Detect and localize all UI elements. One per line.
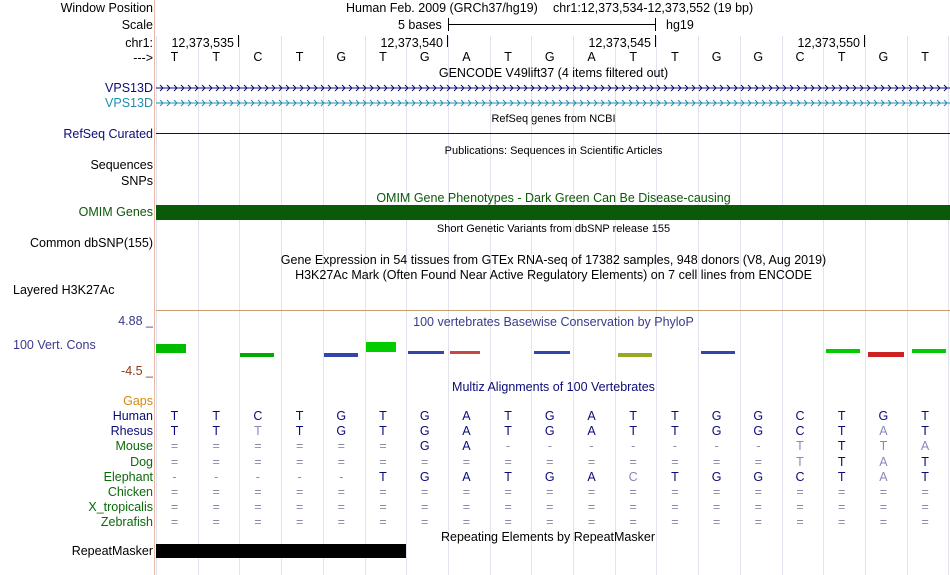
conservation-mark	[240, 353, 274, 357]
alignment-base: =	[212, 500, 220, 515]
alignment-base: C	[795, 469, 805, 484]
window-position-value[interactable]: chr1:12,373,534-12,373,552 (19 bp)	[553, 1, 754, 15]
alignment-base: =	[504, 500, 512, 515]
alignment-base: =	[796, 515, 804, 530]
alignment-base: =	[212, 439, 220, 454]
alignment-base: =	[587, 485, 596, 499]
alignment-base: =	[254, 454, 262, 469]
alignment-base: =	[838, 500, 846, 515]
base-letter: A	[587, 50, 596, 64]
alignment-base: -	[255, 469, 260, 484]
base-letter: T	[671, 50, 679, 64]
conservation-mark	[534, 351, 570, 354]
alignment-base: =	[796, 485, 804, 499]
alignment-base: =	[212, 454, 220, 469]
gtex-track-title[interactable]: Gene Expression in 54 tissues from GTEx RNA-seq of 17382 samples, 948 donors (V8, Aug 2019)	[280, 253, 827, 267]
species-label[interactable]: Mouse	[115, 439, 153, 454]
alignment-base: =	[629, 500, 637, 515]
alignment-base: -	[672, 439, 677, 454]
species-label[interactable]: X_tropicalis	[88, 500, 153, 515]
alignment-base: T	[379, 409, 387, 423]
alignment-base: =	[462, 485, 471, 499]
alignment-base: -	[214, 469, 219, 484]
ruler-coordinate: 12,373,535	[171, 36, 234, 50]
base-letter: C	[795, 50, 805, 64]
alignment-base: -	[756, 439, 761, 454]
scale-bar-left-cap	[448, 18, 449, 31]
repeatmasker-label[interactable]: RepeatMasker	[71, 544, 153, 558]
alignment-base: =	[671, 515, 679, 530]
species-label[interactable]: Chicken	[107, 485, 153, 499]
scale-text: 5 bases	[398, 18, 442, 32]
alignment-base: A	[879, 454, 888, 469]
base-letter: T	[629, 50, 637, 64]
alignment-base: T	[170, 409, 179, 423]
alignment-base: T	[504, 469, 512, 484]
scale-db: hg19	[666, 18, 694, 32]
alignment-base: T	[504, 409, 512, 423]
alignment-base: =	[838, 515, 846, 530]
scale-bar	[448, 24, 656, 25]
alignment-base: G	[419, 439, 430, 454]
sequences-label[interactable]: Sequences	[90, 158, 153, 172]
alignment-base: =	[712, 515, 721, 530]
ruler-coordinate: 12,373,545	[588, 36, 651, 50]
alignment-base: =	[379, 439, 387, 454]
omim-feature[interactable]	[156, 205, 950, 220]
base-letter: T	[295, 50, 304, 64]
alignment-base: =	[337, 515, 345, 530]
alignment-base: G	[544, 469, 555, 484]
base-letter: T	[379, 50, 387, 64]
alignment-base: T	[837, 454, 846, 469]
multiz-track-title[interactable]: Multiz Alignments of 100 Vertebrates	[452, 380, 655, 394]
conservation-mark	[324, 353, 358, 357]
alignment-base: T	[671, 409, 679, 423]
alignment-base: C	[628, 469, 638, 484]
chrom-label: chr1:	[125, 36, 153, 50]
alignment-base: -	[506, 439, 511, 454]
alignment-base: =	[295, 439, 304, 454]
alignment-base: A	[879, 424, 888, 439]
omim-track-title[interactable]: OMIM Gene Phenotypes - Dark Green Can Be Disease-causing	[376, 191, 731, 205]
base-letter: G	[878, 50, 889, 64]
alignment-base: =	[421, 500, 429, 515]
alignment-base: -	[631, 439, 636, 454]
refseq-label[interactable]: RefSeq Curated	[63, 127, 153, 141]
alignment-base: G	[419, 469, 430, 484]
base-letter: G	[336, 50, 347, 64]
conservation-mark	[912, 349, 946, 353]
alignment-base: =	[170, 485, 179, 499]
alignment-base: A	[587, 469, 596, 484]
alignment-base: =	[754, 500, 762, 515]
alignment-base: -	[297, 469, 302, 484]
base-letter: A	[462, 50, 471, 64]
base-letter: T	[212, 50, 220, 64]
conservation-mark	[408, 351, 444, 354]
alignment-base: A	[920, 439, 930, 454]
alignment-base: =	[295, 515, 304, 530]
alignment-base: =	[295, 485, 304, 499]
gene-label-vps13d-1[interactable]: VPS13D	[105, 81, 153, 95]
species-label[interactable]: Rhesus	[110, 424, 153, 439]
alignment-base: =	[254, 485, 262, 499]
alignment-base: =	[671, 485, 679, 499]
base-letter: T	[837, 50, 846, 64]
alignment-base: -	[547, 439, 552, 454]
alignment-base: A	[462, 439, 471, 454]
h3k27ac-baseline	[156, 310, 950, 311]
alignment-base: T	[254, 424, 262, 439]
alignment-base: G	[419, 424, 430, 439]
window-position-label: Window Position	[60, 1, 153, 15]
alignment-base: G	[711, 424, 722, 439]
ruler-coordinate: 12,373,540	[380, 36, 443, 50]
alignment-base: A	[587, 409, 596, 423]
alignment-base: T	[504, 424, 512, 439]
repeatmasker-track-title[interactable]: Repeating Elements by RepeatMasker	[441, 530, 656, 544]
alignment-base: =	[546, 485, 554, 499]
base-letter: G	[753, 50, 764, 64]
alignment-base: A	[462, 409, 471, 423]
conservation-mark	[618, 353, 652, 357]
conservation-mark	[450, 351, 480, 354]
alignment-base: -	[589, 439, 594, 454]
alignment-base: =	[629, 454, 637, 469]
alignment-base: T	[295, 409, 304, 423]
omim-label[interactable]: OMIM Genes	[78, 205, 153, 219]
alignment-base: T	[796, 439, 804, 454]
alignment-base: =	[796, 500, 804, 515]
alignment-base: T	[629, 409, 637, 423]
alignment-base: T	[921, 469, 929, 484]
alignment-base: T	[212, 409, 220, 423]
alignment-base: T	[837, 409, 846, 423]
conservation-mark	[701, 351, 735, 354]
alignment-base: =	[629, 515, 637, 530]
conservation-mark	[868, 352, 904, 357]
alignment-base: A	[462, 424, 471, 439]
alignment-base: C	[795, 409, 805, 423]
alignment-base: -	[339, 469, 344, 484]
alignment-base: T	[671, 469, 679, 484]
alignment-base: =	[254, 439, 262, 454]
alignment-base: =	[421, 454, 429, 469]
dbsnp-label[interactable]: Common dbSNP(155)	[30, 236, 153, 250]
alignment-base: =	[587, 515, 596, 530]
species-label[interactable]: Human	[112, 409, 153, 423]
alignment-base: =	[671, 500, 679, 515]
alignment-base: T	[837, 424, 846, 439]
alignment-base: =	[879, 485, 888, 499]
alignment-base: =	[337, 454, 345, 469]
alignment-base: T	[379, 424, 387, 439]
alignment-base: A	[879, 469, 888, 484]
gene-vps13d-2[interactable]	[156, 97, 950, 109]
alignment-base: A	[587, 424, 596, 439]
alignment-base: G	[419, 409, 430, 423]
snps-label[interactable]: SNPs	[121, 174, 153, 188]
alignment-base: =	[379, 515, 387, 530]
alignment-base: G	[711, 409, 722, 423]
cons-max-label: 4.88 _	[118, 314, 153, 328]
alignment-base: T	[837, 439, 846, 454]
refseq-feature[interactable]	[156, 133, 950, 134]
alignment-base: =	[712, 500, 721, 515]
alignment-base: =	[170, 439, 179, 454]
ruler-tick	[655, 35, 656, 47]
gene-vps13d-1[interactable]	[156, 82, 950, 94]
alignment-base: =	[212, 515, 220, 530]
alignment-base: =	[629, 485, 637, 499]
alignment-base: T	[837, 469, 846, 484]
alignment-base: T	[796, 454, 804, 469]
alignment-base: =	[712, 454, 721, 469]
assembly-name[interactable]: Human Feb. 2009 (GRCh37/hg19)	[346, 1, 538, 15]
alignment-base: =	[379, 454, 387, 469]
base-letter: C	[253, 50, 263, 64]
base-letter: T	[170, 50, 179, 64]
alignment-base: =	[754, 485, 762, 499]
alignment-base: =	[587, 454, 596, 469]
alignment-base: =	[504, 515, 512, 530]
alignment-base: =	[546, 454, 554, 469]
alignment-base: =	[546, 515, 554, 530]
base-letter: T	[921, 50, 929, 64]
alignment-base: =	[170, 454, 179, 469]
repeatmasker-feature[interactable]	[156, 544, 406, 558]
alignment-base: T	[879, 439, 888, 454]
alignment-base: =	[504, 454, 512, 469]
alignment-base: G	[544, 409, 555, 423]
alignment-base: =	[921, 485, 929, 499]
ruler-coordinate: 12,373,550	[797, 36, 860, 50]
conservation-mark	[366, 342, 396, 352]
alignment-base: T	[170, 424, 179, 439]
alignment-base: =	[879, 515, 888, 530]
alignment-base: =	[212, 485, 220, 499]
alignment-base: =	[921, 500, 929, 515]
alignment-base: A	[462, 469, 471, 484]
alignment-base: =	[838, 485, 846, 499]
alignment-base: =	[421, 515, 429, 530]
dbsnp-track-title[interactable]: Short Genetic Variants from dbSNP release 155	[436, 223, 671, 235]
alignment-base: C	[253, 409, 263, 423]
alignment-base: T	[629, 424, 637, 439]
species-label[interactable]: Zebrafish	[100, 515, 153, 530]
alignment-base: =	[254, 500, 262, 515]
alignment-base: =	[379, 485, 387, 499]
alignment-base: =	[379, 500, 387, 515]
h3k27ac-label[interactable]: Layered H3K27Ac	[13, 283, 115, 297]
alignment-base: G	[544, 424, 555, 439]
alignment-base: =	[754, 454, 762, 469]
alignment-base: =	[671, 454, 679, 469]
alignment-base: T	[295, 424, 304, 439]
alignment-base: C	[795, 424, 805, 439]
conservation-mark	[826, 349, 860, 353]
conservation-label[interactable]: 100 Vert. Cons	[13, 338, 96, 352]
alignment-base: =	[754, 515, 762, 530]
alignment-base: T	[921, 409, 929, 423]
alignment-base: T	[212, 424, 220, 439]
gencode-track-title[interactable]: GENCODE V49lift37 (4 items filtered out)	[438, 66, 669, 80]
alignment-base: =	[170, 500, 179, 515]
alignment-base: G	[336, 409, 347, 423]
alignment-base: =	[462, 515, 471, 530]
alignment-base: -	[172, 469, 177, 484]
publications-track-title[interactable]: Publications: Sequences in Scientific Articles	[444, 145, 663, 157]
h3k27ac-track-title[interactable]: H3K27Ac Mark (Often Found Near Active Regulatory Elements) on 7 cell lines from ENCODE	[295, 268, 812, 282]
refseq-track-title[interactable]: RefSeq genes from NCBI	[491, 113, 616, 125]
alignment-base: G	[753, 424, 764, 439]
conservation-mark	[156, 344, 186, 353]
alignment-base: G	[753, 409, 764, 423]
alignment-base: =	[504, 485, 512, 499]
alignment-base: =	[337, 485, 345, 499]
base-letter: G	[419, 50, 430, 64]
species-label[interactable]: Dog	[130, 454, 153, 469]
base-letter: G	[544, 50, 555, 64]
gaps-label[interactable]: Gaps	[123, 394, 153, 408]
alignment-base: G	[753, 469, 764, 484]
species-label[interactable]: Elephant	[103, 469, 153, 484]
base-letter: G	[711, 50, 722, 64]
strand-label: --->	[133, 51, 153, 65]
alignment-base: =	[587, 500, 596, 515]
alignment-base: =	[546, 500, 554, 515]
alignment-base: =	[170, 515, 179, 530]
alignment-base: =	[295, 454, 304, 469]
alignment-base: =	[879, 500, 888, 515]
ruler-tick	[864, 35, 865, 47]
ruler-tick	[447, 35, 448, 47]
alignment-base: -	[714, 439, 719, 454]
alignment-base: G	[336, 424, 347, 439]
conservation-wiggle[interactable]	[156, 338, 950, 362]
base-letter: T	[504, 50, 512, 64]
alignment-base: T	[671, 424, 679, 439]
alignment-base: =	[254, 515, 262, 530]
alignment-base: T	[921, 454, 929, 469]
alignment-base: =	[295, 500, 304, 515]
alignment-base: =	[462, 500, 471, 515]
alignment-base: T	[379, 469, 387, 484]
conservation-track-title[interactable]: 100 vertebrates Basewise Conservation by PhyloP	[413, 315, 694, 329]
ruler-tick	[238, 35, 239, 47]
alignment-base: =	[712, 485, 721, 499]
alignment-base: =	[462, 454, 471, 469]
alignment-base: T	[921, 424, 929, 439]
scale-label: Scale	[121, 18, 153, 32]
alignment-base: =	[337, 500, 345, 515]
gene-label-vps13d-2[interactable]: VPS13D	[105, 96, 153, 110]
alignment-base: G	[878, 409, 889, 423]
scale-bar-right-cap	[655, 18, 656, 31]
alignment-base: =	[337, 439, 345, 454]
alignment-base: =	[421, 485, 429, 499]
cons-min-label: -4.5 _	[121, 364, 153, 378]
alignment-base: =	[921, 515, 929, 530]
alignment-base: G	[711, 469, 722, 484]
